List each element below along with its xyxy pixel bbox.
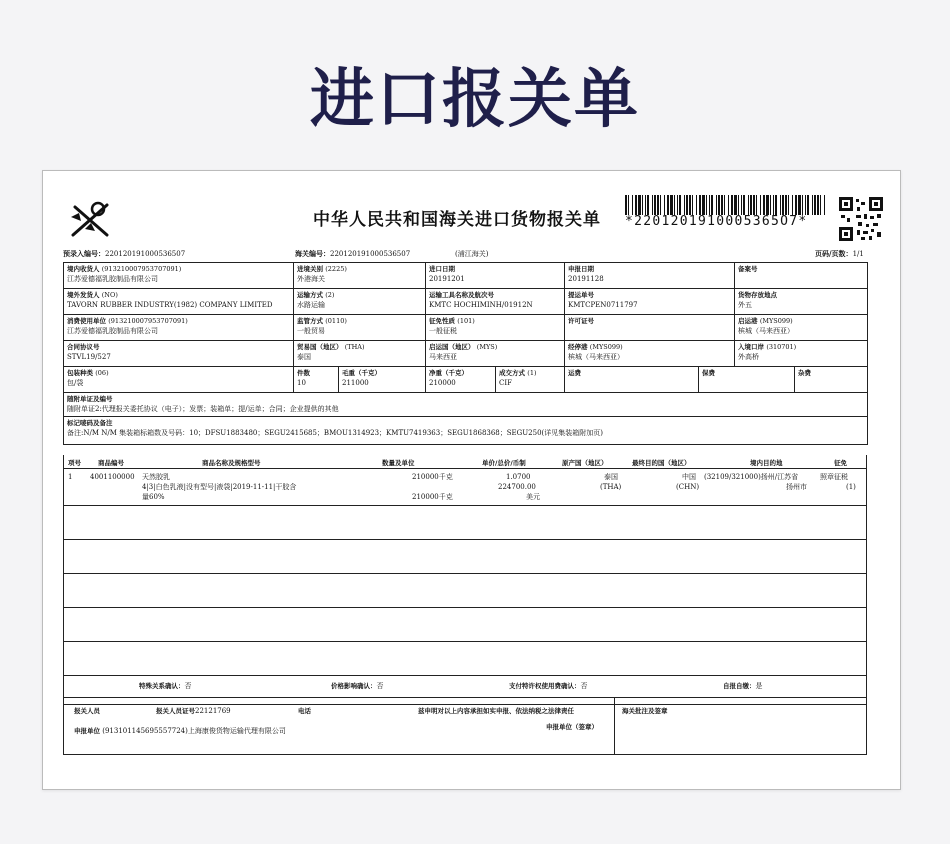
customs-remarks-label: 海关批注及签章 [622, 707, 668, 715]
goods-tax: 照章征税 [820, 473, 848, 481]
goods-domestic-dest: (32109/321000)扬州/江苏省 [704, 473, 799, 481]
customs-declaration-form [42, 170, 901, 790]
storage-place-cell: 货物存放地点 外五 [735, 289, 868, 315]
royalty-confirm: 支付特许权使用费确认：否 [509, 682, 588, 690]
goods-header-origin: 原产国（地区） [562, 459, 608, 467]
goods-code: 4001100000 [90, 473, 135, 481]
row-divider [64, 505, 866, 506]
goods-header-domestic-dest: 境内目的地 [750, 459, 783, 467]
goods-name: 天然胶乳 [142, 473, 170, 481]
goods-qty-2: 210000千克 [412, 493, 453, 501]
row-divider [64, 675, 866, 676]
qr-code-icon [839, 197, 883, 241]
goods-destination-code: (CHN) [676, 483, 700, 491]
goods-header-price: 单价/总价/币制 [482, 459, 526, 467]
row-divider [64, 573, 866, 574]
goods-header-divider [64, 468, 866, 469]
attached-docs-cell: 随附单证及编号 随附单证2:代理报关委托协议（电子）；发票；装箱单；提/运单；合同；企业提供的其他 [64, 393, 868, 417]
declaring-agent: 申报单位 (913101145695557724)上海康俊货物运输代理有限公司 [74, 727, 286, 735]
goods-tax-code: (1) [846, 483, 856, 491]
tax-nature-cell: 征免性质 (101) 一般征税 [426, 315, 565, 341]
misc-cell: 杂费 [795, 367, 868, 393]
vessel-cell: 运输工具名称及航次号 KMTC HOCHIMINH/01912N [426, 289, 565, 315]
goods-total-price: 224700.00 [498, 483, 536, 491]
customs-office: (浦江海关) [455, 250, 489, 258]
goods-currency: 美元 [526, 493, 540, 501]
goods-qty-1: 210000千克 [412, 473, 453, 481]
declaration-footer [63, 697, 867, 755]
goods-destination: 中国 [682, 473, 696, 481]
import-date-cell: 进口日期 20191201 [426, 263, 565, 289]
departure-port-cell: 启运港 (MYS099) 槟城（马来西亚） [735, 315, 868, 341]
transit-port-cell: 经停港 (MYS099) 槟城（马来西亚） [565, 341, 735, 367]
goods-spec: 4|3|白色乳液|没有型号|液袋|2019-11-11|干胶含 [142, 483, 297, 491]
marks-remarks-cell: 标记唛码及备注 备注:N/M N/M 集装箱标箱数及号码：10；DFSU1883480；SEGU2415685；BMOU1314923；KMTU7419363；SEGU1868368；SEGU250(详见集装箱附加页) [64, 417, 868, 445]
price-impact-confirm: 价格影响确认：否 [331, 682, 384, 690]
shipper-cell: 境外发货人 (NO) TAVORN RUBBER INDUSTRY(1982) COMPANY LIMITED [64, 289, 294, 315]
row-divider [64, 607, 866, 608]
customs-number: 海关编号：220120191000536507 [295, 249, 411, 258]
origin-country-cell: 启运国（地区） (MYS) 马来西亚 [426, 341, 565, 367]
phone-label: 电话 [298, 707, 311, 715]
pre-entry-number: 预录入编号：220120191000536507 [63, 249, 186, 258]
banner-title: 进口报关单 [310, 63, 640, 137]
goods-header-item: 项号 [68, 459, 81, 467]
self-pay-confirm: 自报自缴：是 [723, 682, 763, 690]
goods-spec-cont: 量60% [142, 493, 165, 501]
record-no-cell: 备案号 [735, 263, 868, 289]
goods-section [63, 455, 867, 705]
entry-port-cell: 入境口岸 (310701) 外高桥 [735, 341, 868, 367]
row-divider [64, 539, 866, 540]
entry-customs-cell: 进境关别 (2225) 外港海关 [294, 263, 426, 289]
insurance-cell: 保费 [699, 367, 795, 393]
declarant-label: 报关人员 [74, 707, 100, 715]
consumer-cell: 消费使用单位 (913210007953707091) 江苏爱德福乳胶制品有限公司 [64, 315, 294, 341]
goods-unit-price: 1.0700 [506, 473, 531, 481]
barcode-text: *2201201910005365O7* [625, 215, 825, 229]
goods-origin-code: (THA) [600, 483, 622, 491]
bill-no-cell: 提运单号 KMTCPEN0711797 [565, 289, 735, 315]
supervision-cell: 监管方式 (0110) 一般贸易 [294, 315, 426, 341]
license-no-cell: 许可证号 [565, 315, 735, 341]
goods-domestic-dest-city: 扬州市 [786, 483, 807, 491]
transport-mode-cell: 运输方式 (2) 水路运输 [294, 289, 426, 315]
contract-no-cell: 合同协议号 STVL19/527 [64, 341, 294, 367]
goods-header-name: 商品名称及规格型号 [202, 459, 261, 467]
declarant-cert: 报关人员证号22121769 [156, 707, 231, 715]
special-relation-confirm: 特殊关系确认：否 [139, 682, 192, 690]
gross-weight-cell: 毛重（千克） 211000 [339, 367, 426, 393]
row-divider [64, 641, 866, 642]
goods-header-qty: 数量及单位 [382, 459, 415, 467]
pieces-cell: 件数 10 [294, 367, 339, 393]
goods-header-tax: 征免 [834, 459, 847, 467]
goods-item-no: 1 [68, 473, 73, 481]
declare-date-cell: 申报日期 20191128 [565, 263, 735, 289]
transaction-mode-cell: 成交方式 (1) CIF [496, 367, 565, 393]
goods-origin: 泰国 [604, 473, 618, 481]
net-weight-cell: 净重（千克） 210000 [426, 367, 496, 393]
page-count: 页码/页数：1/1 [815, 249, 864, 258]
freight-cell: 运费 [565, 367, 699, 393]
header-fields-table [63, 262, 868, 445]
goods-header-code: 商品编号 [98, 459, 124, 467]
trade-country-cell: 贸易国（地区） (THA) 泰国 [294, 341, 426, 367]
package-type-cell: 包装种类 (06) 包/袋 [64, 367, 294, 393]
goods-header-destination: 最终目的国（地区） [632, 459, 691, 467]
agent-seal-label: 申报单位（签章） [546, 723, 598, 731]
consignee-cell: 境内收货人 (913210007953707091) 江苏爱德福乳胶制品有限公司 [64, 263, 294, 289]
footer-divider [614, 698, 615, 754]
customs-emblem-icon [67, 199, 115, 241]
declaration-statement: 兹申明对以上内容承担如实申报、依法纳税之法律责任 [418, 707, 574, 715]
form-title: 中华人民共和国海关进口货物报关单 [313, 210, 601, 230]
